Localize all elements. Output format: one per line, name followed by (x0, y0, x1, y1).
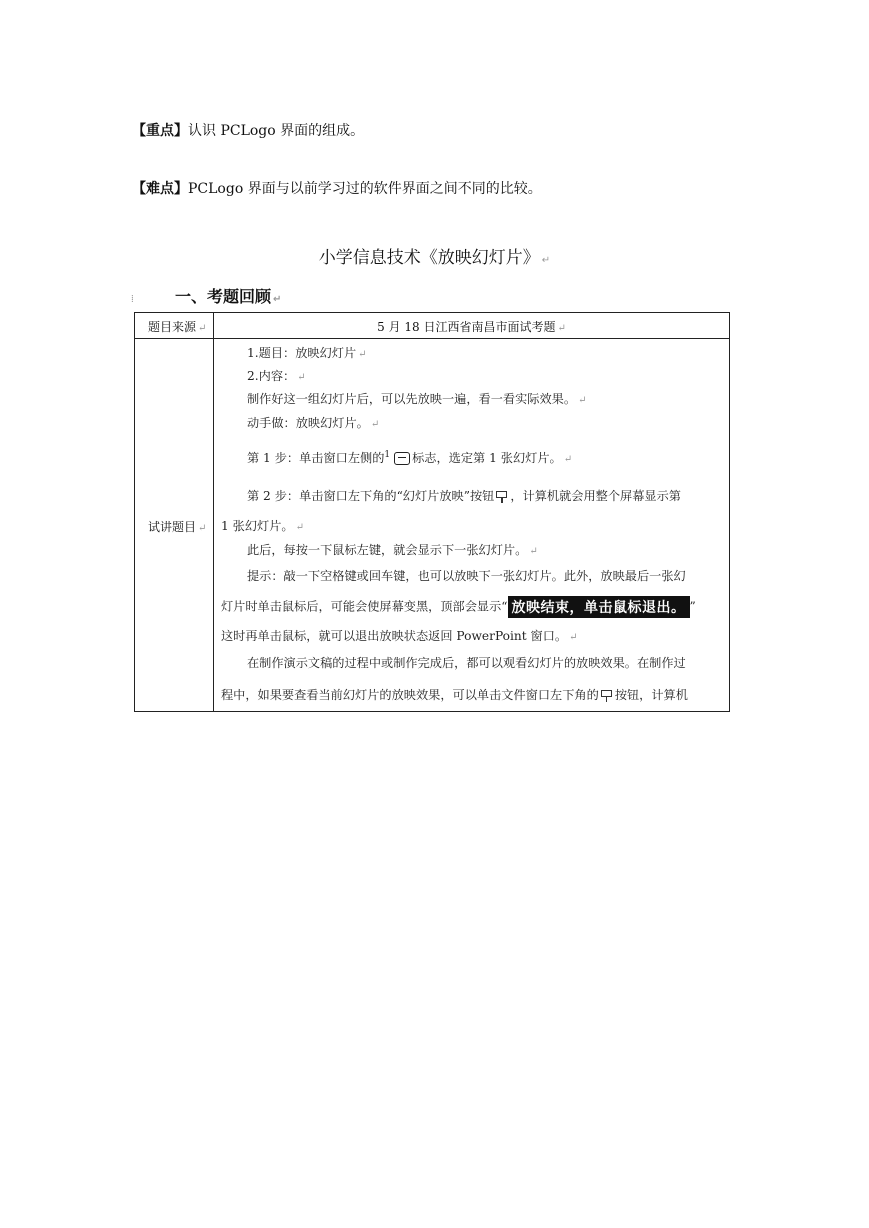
content-text: 此后，每按一下鼠标左键，就会显示下一张幻灯片。 (247, 543, 528, 557)
content-line (221, 517, 304, 534)
table-column-divider (213, 313, 214, 711)
content-text: 提示：敲一下空格键或回车键，也可以放映下一张幻灯片。此外，放映最后一张幻 (247, 569, 686, 583)
section-heading (175, 284, 281, 307)
content-text: 灯片时单击鼠标后，可能会使屏幕变黑，顶部会显示“ (221, 599, 508, 614)
anchor-mark-icon: ⁞ (131, 294, 134, 305)
slideshow-icon (601, 690, 613, 702)
content-line (247, 654, 686, 671)
content-text: 程中，如果要查看当前幻灯片的放映效果，可以单击文件窗口左下角的 (221, 688, 599, 702)
paragraph-mark-icon: ↵ (529, 546, 538, 557)
paragraph-mark-icon: ↵ (297, 372, 306, 383)
slideshow-icon (496, 491, 508, 503)
exam-table (134, 312, 730, 712)
content-line (247, 344, 367, 361)
document-title-text: 小学信息技术《放映幻灯片》 (318, 248, 540, 268)
source-value-cell (214, 318, 729, 335)
document-title (0, 243, 869, 268)
paragraph-mark-icon: ↵ (273, 294, 282, 305)
content-line (247, 449, 572, 466)
table-row-divider (135, 338, 729, 339)
content-text: 这时再单击鼠标，就可以退出放映状态返回 PowerPoint 窗口。 (221, 629, 568, 643)
content-line (247, 414, 379, 431)
paragraph-mark-icon: ↵ (557, 323, 566, 334)
slide-number-label: 1 (384, 449, 391, 460)
content-line (247, 541, 538, 558)
source-label: 题目来源 (148, 320, 197, 334)
paragraph-mark-icon: ↵ (198, 323, 207, 334)
difficulty-text: PCLogo 界面与以前学习过的软件界面之间不同的比较。 (188, 181, 542, 197)
source-label-cell (148, 318, 206, 335)
slide-thumbnail-icon (394, 452, 410, 465)
difficulty-label: 【难点】 (132, 181, 188, 197)
slideshow-end-banner: 放映结束，单击鼠标退出。 (508, 596, 690, 618)
content-line (221, 686, 688, 703)
content-line (247, 487, 681, 504)
content-text: 第 1 步：单击窗口左侧的 (247, 451, 385, 465)
content-text: 1.题目：放映幻灯片 (247, 346, 357, 360)
key-point-line (132, 120, 364, 140)
content-text: 在制作演示文稿的过程中或制作完成后，都可以观看幻灯片的放映效果。在制作过 (247, 656, 686, 670)
paragraph-mark-icon: ↵ (541, 255, 551, 266)
section-heading-text: 一、考题回顾 (175, 287, 272, 306)
content-line (247, 367, 306, 384)
paragraph-mark-icon: ↵ (569, 632, 578, 643)
content-text: 按钮，计算机 (614, 688, 688, 702)
content-text: ，计算机就会用整个屏幕显示第 (510, 489, 681, 503)
content-line (247, 390, 586, 407)
paragraph-mark-icon: ↵ (358, 349, 367, 360)
content-text: 1 张幻灯片。 (221, 519, 294, 533)
content-line (247, 567, 686, 584)
content-text: 第 2 步：单击窗口左下角的“幻灯片放映”按钮 (247, 489, 495, 503)
paragraph-mark-icon: ↵ (563, 454, 573, 465)
paragraph-mark-icon: ↵ (370, 419, 380, 430)
content-line (221, 596, 696, 618)
paragraph-mark-icon: ↵ (198, 523, 207, 534)
key-point-text: 认识 PCLogo 界面的组成。 (188, 123, 365, 139)
topic-label-cell (148, 518, 206, 535)
content-text: 标志，选定第 1 张幻灯片。 (412, 451, 562, 465)
key-point-label: 【重点】 (132, 123, 188, 139)
content-text: ” (689, 599, 696, 614)
content-text: 制作好这一组幻灯片后，可以先放映一遍，看一看实际效果。 (247, 392, 577, 406)
source-value: 5 月 18 日江西省南昌市面试考题 (377, 320, 556, 334)
content-text: 动手做：放映幻灯片。 (247, 416, 369, 430)
paragraph-mark-icon: ↵ (578, 395, 587, 406)
paragraph-mark-icon: ↵ (295, 522, 304, 533)
topic-label: 试讲题目 (148, 520, 197, 534)
content-line (221, 627, 577, 644)
difficulty-line (132, 178, 542, 198)
content-text: 2.内容： (247, 369, 296, 383)
